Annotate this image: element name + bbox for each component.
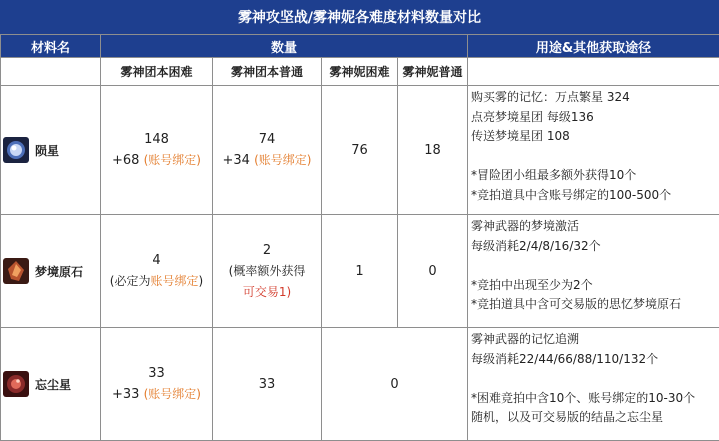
header-material: 材料名 xyxy=(1,35,101,58)
material-name: 陨星 xyxy=(35,142,59,159)
dream-stone-icon xyxy=(3,258,29,284)
dust-star-icon xyxy=(3,371,29,397)
usage-cell: 雾神武器的梦境激活 每级消耗2/4/8/16/32个 *竞拍中出现至少为2个 *竞拍道具中含可交易版的思忆梦境原石 xyxy=(468,215,719,328)
normal-count: 2 (概率额外获得 可交易1) xyxy=(213,215,322,328)
table-row xyxy=(1,215,719,328)
sub-header-usage-blank xyxy=(468,58,719,86)
sub-header-ni-hard: 雾神妮困难 xyxy=(322,58,398,86)
sub-header-blank xyxy=(1,58,101,86)
material-comparison-table xyxy=(0,34,719,441)
table-row xyxy=(1,86,719,215)
material-name: 梦境原石 xyxy=(35,263,83,280)
sub-header-hard: 雾神团本困难 xyxy=(101,58,213,86)
header-usage: 用途&其他获取途径 xyxy=(468,35,719,58)
ni-hard-count: 76 xyxy=(322,86,398,215)
ni-normal-count: 18 xyxy=(398,86,468,215)
sub-header-ni-normal: 雾神妮普通 xyxy=(398,58,468,86)
meteor-icon xyxy=(3,137,29,163)
hard-count: 148 +68 (账号绑定) xyxy=(101,86,213,215)
table-title: 雾神攻坚战/雾神妮各难度材料数量对比 xyxy=(0,0,719,34)
table-row xyxy=(1,328,719,441)
hard-count: 4 (必定为账号绑定) xyxy=(101,215,213,328)
normal-count: 74 +34 (账号绑定) xyxy=(213,86,322,215)
usage-cell: 雾神武器的记忆追溯 每级消耗22/44/66/88/110/132个 *困难竞拍中含10个、账号绑定的10-30个 随机，以及可交易版的结晶之忘尘星 xyxy=(468,328,719,441)
normal-count: 33 xyxy=(213,328,322,441)
hard-count: 33 +33 (账号绑定) xyxy=(101,328,213,441)
material-cell xyxy=(1,86,101,215)
material-cell xyxy=(1,328,101,441)
ni-normal-count: 0 xyxy=(398,215,468,328)
header-quantity: 数量 xyxy=(101,35,468,58)
ni-merged-count: 0 xyxy=(322,328,468,441)
material-name: 忘尘星 xyxy=(35,376,71,393)
ni-hard-count: 1 xyxy=(322,215,398,328)
material-cell xyxy=(1,215,101,328)
sub-header-normal: 雾神团本普通 xyxy=(213,58,322,86)
usage-cell: 购买雾的记忆：万点繁星 324 点亮梦境星团 每级136 传送梦境星团 108 *冒险团小组最多额外获得10个 *竞拍道具中含账号绑定的100-500个 xyxy=(468,86,719,215)
